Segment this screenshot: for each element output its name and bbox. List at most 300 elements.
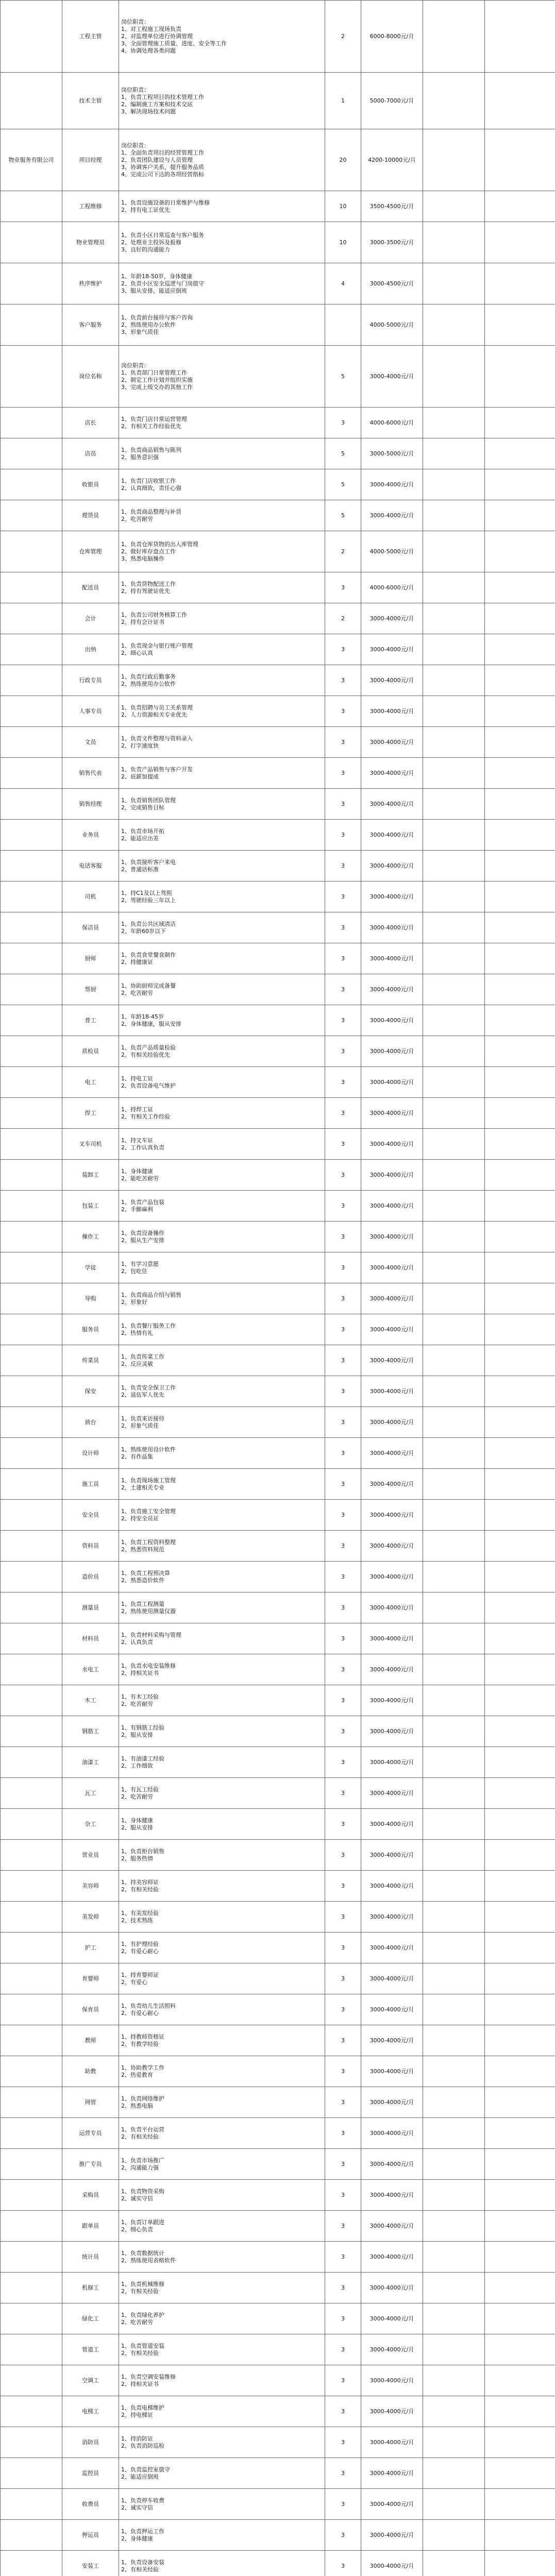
post-cell: 质检员 — [62, 1036, 119, 1067]
contact-cell — [423, 1963, 485, 1994]
address-cell — [485, 603, 555, 634]
company-cell — [1, 1654, 62, 1685]
headcount-cell: 5 — [325, 346, 361, 408]
requirements-cell: 1、负责机械维修 2、有相关经验 — [119, 2273, 325, 2303]
salary-cell: 3000-4000元/月 — [361, 1098, 423, 1129]
requirements-cell: 1、负责行政后勤事务 2、熟练使用办公软件 — [119, 665, 325, 696]
address-cell — [485, 2551, 555, 2576]
headcount-cell: 3 — [325, 1716, 361, 1747]
requirements-cell: 1、负责货物配送工作 2、持有驾驶证优先 — [119, 572, 325, 603]
table-row — [1, 1623, 555, 1654]
address-cell — [485, 1685, 555, 1716]
requirements-cell: 1、持焊工证 2、有相关工作经验 — [119, 1098, 325, 1129]
contact-cell — [423, 1500, 485, 1531]
company-cell — [1, 1994, 62, 2025]
headcount-cell: 3 — [325, 2149, 361, 2180]
headcount-cell: 3 — [325, 2334, 361, 2365]
table-row — [1, 346, 555, 408]
post-cell: 理货员 — [62, 500, 119, 531]
headcount-cell: 3 — [325, 727, 361, 758]
address-cell — [485, 129, 555, 191]
salary-cell: 3000-4000元/月 — [361, 634, 423, 665]
contact-cell — [423, 1531, 485, 1562]
contact-cell — [423, 2396, 485, 2427]
requirements-cell: 1、负责网络维护 2、熟悉电脑 — [119, 2087, 325, 2118]
requirements-cell: 岗位职责： 1、负责部门日常管理工作 2、制定工作计划并组织实施 3、完成上级交办的其他工作 — [119, 346, 325, 408]
requirements-cell: 1、年龄18-45岁 2、身体健康，服从安排 — [119, 1005, 325, 1036]
contact-cell — [423, 2520, 485, 2551]
post-cell: 电话客服 — [62, 851, 119, 882]
address-cell — [485, 2180, 555, 2211]
headcount-cell: 2 — [325, 1, 361, 73]
salary-cell: 3000-4000元/月 — [361, 1129, 423, 1160]
post-cell: 教师 — [62, 2025, 119, 2056]
post-cell: 绿化工 — [62, 2303, 119, 2334]
salary-cell: 4000-5000元/月 — [361, 531, 423, 572]
contact-cell — [423, 1871, 485, 1902]
table-row — [1, 1407, 555, 1438]
salary-cell: 3000-4000元/月 — [361, 1283, 423, 1314]
headcount-cell: 3 — [325, 1222, 361, 1252]
address-cell — [485, 1, 555, 73]
post-cell: 消防员 — [62, 2427, 119, 2458]
salary-cell: 3000-4000元/月 — [361, 1654, 423, 1685]
table-row — [1, 2396, 555, 2427]
contact-cell — [423, 1407, 485, 1438]
post-cell: 配送员 — [62, 572, 119, 603]
post-cell: 销售经理 — [62, 789, 119, 820]
table-row — [1, 1438, 555, 1469]
post-cell: 保育员 — [62, 1994, 119, 2025]
job-table-body — [1, 1, 555, 2576]
salary-cell: 3000-4000元/月 — [361, 2242, 423, 2273]
salary-cell: 3000-4000元/月 — [361, 851, 423, 882]
company-cell — [1, 2427, 62, 2458]
salary-cell: 3000-4000元/月 — [361, 1963, 423, 1994]
post-cell: 传菜员 — [62, 1345, 119, 1376]
post-cell: 油漆工 — [62, 1747, 119, 1778]
requirements-cell: 岗位职责： 1、对工程施工现场负责 2、对监理单位进行协调管理 3、全面管理施工质量、进度、安全等工作 4、协调处理各类问题 — [119, 1, 325, 73]
contact-cell — [423, 2273, 485, 2303]
table-row — [1, 531, 555, 572]
post-cell: 普工 — [62, 1005, 119, 1036]
headcount-cell: 3 — [325, 2056, 361, 2087]
company-cell — [1, 603, 62, 634]
post-cell: 保洁员 — [62, 912, 119, 943]
table-row — [1, 1747, 555, 1778]
contact-cell — [423, 438, 485, 469]
contact-cell — [423, 974, 485, 1005]
requirements-cell: 1、负责产品质量检验 2、有相关经验优先 — [119, 1036, 325, 1067]
post-cell: 物业管理员 — [62, 222, 119, 263]
headcount-cell: 3 — [325, 1871, 361, 1902]
address-cell — [485, 1067, 555, 1098]
post-cell: 仓库管理 — [62, 531, 119, 572]
salary-cell: 5000-7000元/月 — [361, 73, 423, 129]
requirements-cell: 1、身体健康 2、能吃苦耐劳 — [119, 1160, 325, 1191]
requirements-cell: 1、负责管道安装 2、有相关经验 — [119, 2334, 325, 2365]
post-cell: 收费员 — [62, 2489, 119, 2520]
headcount-cell: 3 — [325, 2118, 361, 2149]
contact-cell — [423, 2303, 485, 2334]
company-cell — [1, 2056, 62, 2087]
headcount-cell: 3 — [325, 820, 361, 851]
headcount-cell: 3 — [325, 572, 361, 603]
address-cell — [485, 2211, 555, 2242]
post-cell: 业务员 — [62, 820, 119, 851]
table-row — [1, 1191, 555, 1222]
requirements-cell: 1、负责文件整理与资料录入 2、打字速度快 — [119, 727, 325, 758]
contact-cell — [423, 912, 485, 943]
salary-cell: 3000-4000元/月 — [361, 1222, 423, 1252]
requirements-cell: 1、持消防证 2、负责消防巡检 — [119, 2427, 325, 2458]
headcount-cell: 3 — [325, 1376, 361, 1407]
headcount-cell: 3 — [325, 2458, 361, 2489]
address-cell — [485, 1005, 555, 1036]
table-row — [1, 820, 555, 851]
requirements-cell: 1、负责门店收银工作 2、认真细致，责任心强 — [119, 469, 325, 500]
table-row — [1, 1376, 555, 1407]
headcount-cell: 3 — [325, 1592, 361, 1623]
table-row — [1, 1067, 555, 1098]
salary-cell: 3000-4000元/月 — [361, 2118, 423, 2149]
company-cell — [1, 665, 62, 696]
contact-cell — [423, 1902, 485, 1933]
headcount-cell: 3 — [325, 1036, 361, 1067]
salary-cell: 3000-4000元/月 — [361, 1407, 423, 1438]
salary-cell: 3000-4000元/月 — [361, 2489, 423, 2520]
salary-cell: 3000-4000元/月 — [361, 2520, 423, 2551]
salary-cell: 3000-4000元/月 — [361, 1716, 423, 1747]
requirements-cell: 1、负责市场开拓 2、能适应出差 — [119, 820, 325, 851]
headcount-cell: 3 — [325, 1531, 361, 1562]
requirements-cell: 1、负责市场推广 2、沟通能力强 — [119, 2149, 325, 2180]
table-row — [1, 634, 555, 665]
salary-cell: 3000-4000元/月 — [361, 2056, 423, 2087]
post-cell: 工程主管 — [62, 1, 119, 73]
contact-cell — [423, 1036, 485, 1067]
requirements-cell: 1、有护理经验 2、有爱心耐心 — [119, 1933, 325, 1963]
contact-cell — [423, 1469, 485, 1500]
table-row — [1, 1685, 555, 1716]
company-cell — [1, 943, 62, 974]
contact-cell — [423, 129, 485, 191]
post-cell: 店长 — [62, 408, 119, 438]
contact-cell — [423, 1623, 485, 1654]
post-cell: 客户服务 — [62, 304, 119, 346]
address-cell — [485, 1562, 555, 1592]
headcount-cell: 3 — [325, 2520, 361, 2551]
contact-cell — [423, 727, 485, 758]
contact-cell — [423, 943, 485, 974]
contact-cell — [423, 222, 485, 263]
address-cell — [485, 2273, 555, 2303]
address-cell — [485, 531, 555, 572]
post-cell: 项目经理 — [62, 129, 119, 191]
contact-cell — [423, 2427, 485, 2458]
requirements-cell: 1、负责商品整理与补货 2、吃苦耐劳 — [119, 500, 325, 531]
post-cell: 行政专员 — [62, 665, 119, 696]
requirements-cell: 1、持育婴师证 2、有爱心 — [119, 1963, 325, 1994]
contact-cell — [423, 1840, 485, 1871]
requirements-cell: 1、持叉车证 2、工作认真负责 — [119, 1129, 325, 1160]
post-cell: 押运员 — [62, 2520, 119, 2551]
table-row — [1, 1654, 555, 1685]
post-cell: 服务员 — [62, 1314, 119, 1345]
contact-cell — [423, 2365, 485, 2396]
salary-cell: 3000-4000元/月 — [361, 1778, 423, 1809]
salary-cell: 3000-4000元/月 — [361, 2087, 423, 2118]
address-cell — [485, 408, 555, 438]
table-row — [1, 1, 555, 73]
contact-cell — [423, 469, 485, 500]
address-cell — [485, 73, 555, 129]
headcount-cell: 20 — [325, 129, 361, 191]
requirements-cell: 1、负责小区日常巡查与客户服务 2、处理业主投诉及报修 3、良好的沟通能力 — [119, 222, 325, 263]
requirements-cell: 1、负责设施设备的日常维护与维修 2、持有电工证优先 — [119, 191, 325, 222]
salary-cell: 3000-5000元/月 — [361, 438, 423, 469]
salary-cell: 4000-6000元/月 — [361, 408, 423, 438]
contact-cell — [423, 820, 485, 851]
table-row — [1, 2365, 555, 2396]
contact-cell — [423, 1747, 485, 1778]
salary-cell: 3500-4500元/月 — [361, 191, 423, 222]
company-cell — [1, 304, 62, 346]
address-cell — [485, 2087, 555, 2118]
company-cell — [1, 1902, 62, 1933]
headcount-cell: 3 — [325, 1623, 361, 1654]
address-cell — [485, 2056, 555, 2087]
headcount-cell: 3 — [325, 1469, 361, 1500]
table-row — [1, 2489, 555, 2520]
address-cell — [485, 469, 555, 500]
table-row — [1, 222, 555, 263]
contact-cell — [423, 1994, 485, 2025]
requirements-cell: 1、身体健康 2、服从安排 — [119, 1809, 325, 1840]
address-cell — [485, 2149, 555, 2180]
salary-cell: 3000-4000元/月 — [361, 2396, 423, 2427]
company-cell — [1, 263, 62, 304]
post-cell: 工程维修 — [62, 191, 119, 222]
headcount-cell: 3 — [325, 1005, 361, 1036]
salary-cell: 3000-4000元/月 — [361, 1500, 423, 1531]
table-row — [1, 2303, 555, 2334]
requirements-cell: 1、负责现金与银行账户管理 2、细心认真 — [119, 634, 325, 665]
address-cell — [485, 1871, 555, 1902]
post-cell: 装卸工 — [62, 1160, 119, 1191]
address-cell — [485, 2118, 555, 2149]
address-cell — [485, 2303, 555, 2334]
table-row — [1, 1129, 555, 1160]
post-cell: 叉车司机 — [62, 1129, 119, 1160]
table-row — [1, 603, 555, 634]
requirements-cell: 1、年龄18-50岁，身体健康 2、负责小区安全巡逻与门岗值守 3、服从安排，能适应倒班 — [119, 263, 325, 304]
address-cell — [485, 2396, 555, 2427]
table-row — [1, 2273, 555, 2303]
table-row — [1, 1994, 555, 2025]
post-cell: 司机 — [62, 882, 119, 912]
address-cell — [485, 222, 555, 263]
address-cell — [485, 2334, 555, 2365]
headcount-cell: 3 — [325, 1098, 361, 1129]
headcount-cell: 3 — [325, 1840, 361, 1871]
salary-cell: 3000-4000元/月 — [361, 1005, 423, 1036]
requirements-cell: 1、有瓦工经验 2、吃苦耐劳 — [119, 1778, 325, 1809]
salary-cell: 3000-4000元/月 — [361, 346, 423, 408]
headcount-cell: 3 — [325, 851, 361, 882]
company-cell — [1, 912, 62, 943]
salary-cell: 3000-4000元/月 — [361, 974, 423, 1005]
contact-cell — [423, 1098, 485, 1129]
requirements-cell: 1、负责产品销售与客户开发 2、底薪加提成 — [119, 758, 325, 789]
table-row — [1, 882, 555, 912]
post-cell: 操作工 — [62, 1222, 119, 1252]
post-cell: 水电工 — [62, 1654, 119, 1685]
headcount-cell: 3 — [325, 2025, 361, 2056]
salary-cell: 3000-4000元/月 — [361, 469, 423, 500]
headcount-cell: 3 — [325, 789, 361, 820]
headcount-cell — [325, 304, 361, 346]
headcount-cell: 5 — [325, 438, 361, 469]
post-cell: 材料员 — [62, 1623, 119, 1654]
headcount-cell: 3 — [325, 1685, 361, 1716]
requirements-cell: 1、协助厨师完成备餐 2、吃苦耐劳 — [119, 974, 325, 1005]
salary-cell: 3000-4000元/月 — [361, 789, 423, 820]
salary-cell: 3000-4000元/月 — [361, 1592, 423, 1623]
address-cell — [485, 634, 555, 665]
address-cell — [485, 820, 555, 851]
table-row — [1, 2551, 555, 2576]
company-cell — [1, 1871, 62, 1902]
post-cell: 焊工 — [62, 1098, 119, 1129]
contact-cell — [423, 2025, 485, 2056]
post-cell: 营业员 — [62, 1840, 119, 1871]
salary-cell: 3000-4000元/月 — [361, 1469, 423, 1500]
post-cell: 管道工 — [62, 2334, 119, 2365]
contact-cell — [423, 2211, 485, 2242]
salary-cell: 3000-4000元/月 — [361, 2273, 423, 2303]
post-cell: 美容师 — [62, 1871, 119, 1902]
salary-cell: 3000-4000元/月 — [361, 500, 423, 531]
salary-cell: 3000-4000元/月 — [361, 1871, 423, 1902]
table-row — [1, 1160, 555, 1191]
contact-cell — [423, 758, 485, 789]
headcount-cell: 10 — [325, 191, 361, 222]
contact-cell — [423, 1592, 485, 1623]
table-row — [1, 727, 555, 758]
address-cell — [485, 2427, 555, 2458]
salary-cell: 4200-10000元/月 — [361, 129, 423, 191]
salary-cell: 3000-4000元/月 — [361, 1160, 423, 1191]
company-cell — [1, 2180, 62, 2211]
headcount-cell: 3 — [325, 1129, 361, 1160]
salary-cell: 3000-4000元/月 — [361, 943, 423, 974]
salary-cell: 3000-4000元/月 — [361, 1067, 423, 1098]
company-cell — [1, 2211, 62, 2242]
address-cell — [485, 1778, 555, 1809]
requirements-cell: 1、负责平台运营 2、有相关经验 — [119, 2118, 325, 2149]
address-cell — [485, 1160, 555, 1191]
company-cell — [1, 1562, 62, 1592]
company-cell — [1, 1933, 62, 1963]
address-cell — [485, 2458, 555, 2489]
contact-cell — [423, 634, 485, 665]
address-cell — [485, 438, 555, 469]
table-row — [1, 1500, 555, 1531]
post-cell: 育婴师 — [62, 1963, 119, 1994]
address-cell — [485, 1314, 555, 1345]
salary-cell: 3000-4000元/月 — [361, 665, 423, 696]
requirements-cell: 1、负责施工安全管理 2、持安全员证 — [119, 1500, 325, 1531]
contact-cell — [423, 1283, 485, 1314]
table-row — [1, 500, 555, 531]
table-row — [1, 572, 555, 603]
table-row — [1, 1345, 555, 1376]
table-row — [1, 469, 555, 500]
contact-cell — [423, 1685, 485, 1716]
company-cell — [1, 1067, 62, 1098]
salary-cell: 3000-4000元/月 — [361, 2365, 423, 2396]
requirements-cell: 1、负责招聘与员工关系管理 2、人力资源相关专业优先 — [119, 696, 325, 727]
requirements-cell: 1、持C1及以上驾照 2、驾驶经验三年以上 — [119, 882, 325, 912]
headcount-cell: 3 — [325, 1933, 361, 1963]
requirements-cell: 1、有学习意愿 2、包吃住 — [119, 1252, 325, 1283]
company-cell — [1, 2087, 62, 2118]
headcount-cell: 3 — [325, 2396, 361, 2427]
contact-cell — [423, 789, 485, 820]
address-cell — [485, 263, 555, 304]
post-cell: 电工 — [62, 1067, 119, 1098]
company-cell — [1, 1098, 62, 1129]
headcount-cell: 4 — [325, 263, 361, 304]
address-cell — [485, 1994, 555, 2025]
company-cell — [1, 191, 62, 222]
contact-cell — [423, 1809, 485, 1840]
company-cell — [1, 1500, 62, 1531]
address-cell — [485, 1469, 555, 1500]
address-cell — [485, 2025, 555, 2056]
post-cell: 统计员 — [62, 2242, 119, 2273]
contact-cell — [423, 1933, 485, 1963]
headcount-cell: 3 — [325, 1438, 361, 1469]
table-row — [1, 1592, 555, 1623]
requirements-cell: 1、负责商品销售与陈列 2、服务意识强 — [119, 438, 325, 469]
address-cell — [485, 1283, 555, 1314]
contact-cell — [423, 603, 485, 634]
post-cell: 前台 — [62, 1407, 119, 1438]
address-cell — [485, 304, 555, 346]
post-cell: 护工 — [62, 1933, 119, 1963]
headcount-cell: 3 — [325, 1562, 361, 1592]
address-cell — [485, 2520, 555, 2551]
requirements-cell: 1、负责水电安装维修 2、持相关证书 — [119, 1654, 325, 1685]
company-cell — [1, 2520, 62, 2551]
address-cell — [485, 1036, 555, 1067]
salary-cell: 3000-4000元/月 — [361, 882, 423, 912]
headcount-cell: 3 — [325, 634, 361, 665]
table-row — [1, 1222, 555, 1252]
contact-cell — [423, 2056, 485, 2087]
company-cell — [1, 1407, 62, 1438]
post-cell: 设计师 — [62, 1438, 119, 1469]
post-cell: 保安 — [62, 1376, 119, 1407]
contact-cell — [423, 2149, 485, 2180]
table-row — [1, 912, 555, 943]
contact-cell — [423, 531, 485, 572]
company-cell — [1, 572, 62, 603]
table-row — [1, 851, 555, 882]
address-cell — [485, 696, 555, 727]
